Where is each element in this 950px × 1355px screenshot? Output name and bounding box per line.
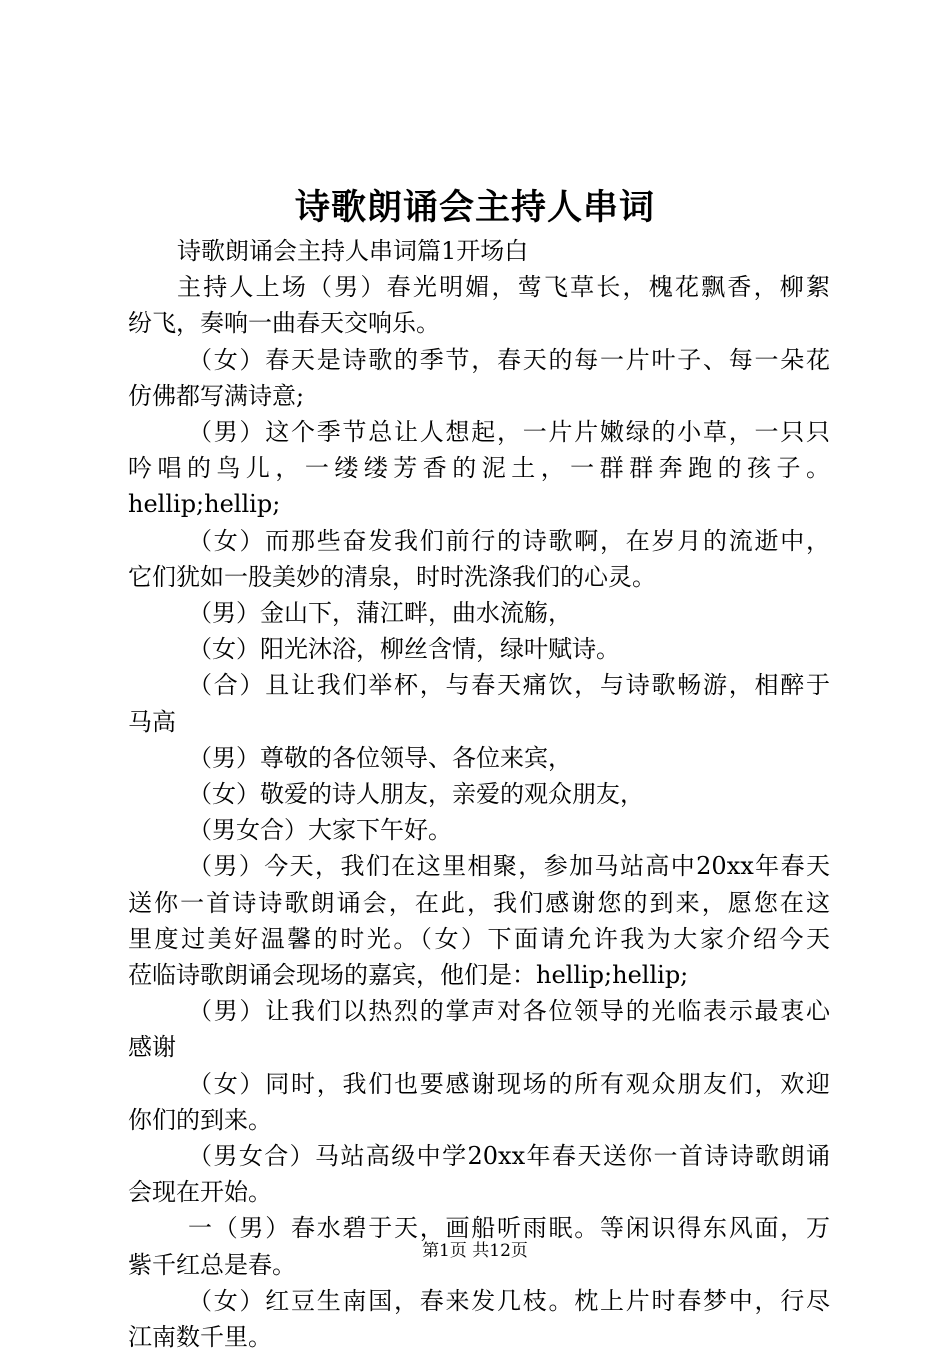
text-line: （女）同时，我们也要感谢现场的所有观众朋友们，欢迎: [188, 1069, 830, 1098]
paragraph: [128, 812, 830, 848]
paragraph: [128, 595, 830, 631]
text-line: （男女合）大家下午好。: [188, 816, 452, 845]
page-number-footer: 第1页 共12页: [422, 1241, 528, 1261]
text-line: 仿佛都写满诗意;: [128, 381, 305, 410]
paragraph: [128, 342, 830, 414]
text-line: 诗歌朗诵会主持人串词篇1开场白: [177, 237, 529, 265]
text-line: （女）敬爱的诗人朋友，亲爱的观众朋友，: [188, 780, 644, 809]
text-line: 紫千红总是春。: [128, 1250, 296, 1279]
paragraph: [128, 1283, 830, 1355]
text-line: （男）让我们以热烈的掌声对各位领导的光临表示最衷心: [188, 997, 830, 1026]
paragraph-heading: [128, 233, 830, 269]
paragraph: [128, 414, 830, 523]
paragraph: [128, 667, 830, 739]
text-line: （女）而那些奋发我们前行的诗歌啊，在岁月的流逝中，: [188, 526, 830, 555]
paragraph: [128, 848, 830, 993]
text-line: 你们的到来。: [128, 1105, 272, 1134]
text-line: （男）今天，我们在这里相聚，参加马站高中20xx年春天: [188, 852, 830, 881]
document-title: 诗歌朗诵会主持人串词: [294, 187, 655, 228]
text-line: 感谢: [128, 1033, 176, 1062]
text-line: （男女合）马站高级中学20xx年春天送你一首诗诗歌朗诵: [188, 1142, 830, 1171]
paragraph: [128, 1138, 830, 1210]
text-line: hellip;hellip;: [128, 490, 281, 519]
text-line: 纷飞，奏响一曲春天交响乐。: [128, 309, 440, 338]
text-line: （男）金山下，蒲江畔，曲水流觞，: [188, 599, 572, 628]
paragraph: [128, 740, 830, 776]
text-line: 里度过美好温馨的时光。（女）下面请允许我为大家介绍今天: [128, 924, 830, 953]
text-line: 莅临诗歌朗诵会现场的嘉宾，他们是：hellip;hellip;: [128, 961, 689, 990]
text-line: 马高: [128, 707, 176, 736]
paragraph: [128, 993, 830, 1065]
text-line: 它们犹如一股美妙的清泉，时时洗涤我们的心灵。: [128, 562, 656, 591]
text-line: 会现在开始。: [128, 1178, 272, 1207]
text-line: 一（男）春水碧于天，画船听雨眠。等闲识得东风面，万: [188, 1214, 830, 1243]
paragraph: [128, 269, 830, 341]
text-line: （男）尊敬的各位领导、各位来宾，: [188, 743, 572, 772]
document-body: [128, 233, 830, 1355]
text-line: 吟唱的鸟儿，一缕缕芳香的泥土，一群群奔跑的孩子。: [128, 454, 830, 483]
paragraph: [128, 631, 830, 667]
paragraph: [128, 1066, 830, 1138]
paragraph: [128, 523, 830, 595]
text-line: 江南数千里。: [128, 1323, 272, 1352]
text-line: （男）这个季节总让人想起，一片片嫩绿的小草，一只只: [188, 418, 830, 447]
text-line: （合）且让我们举杯，与春天痛饮，与诗歌畅游，相醉于: [188, 671, 830, 700]
text-line: （女）红豆生南国，春来发几枝。枕上片时春梦中，行尽: [188, 1286, 830, 1315]
text-line: 主持人上场（男）春光明媚，莺飞草长，槐花飘香，柳絮: [177, 273, 830, 302]
text-line: （女）阳光沐浴，柳丝含情，绿叶赋诗。: [188, 635, 620, 664]
text-line: （女）春天是诗歌的季节，春天的每一片叶子、每一朵花: [188, 345, 830, 374]
text-line: 送你一首诗诗歌朗诵会，在此，我们感谢您的到来，愿您在这: [128, 888, 830, 917]
paragraph: [128, 776, 830, 812]
